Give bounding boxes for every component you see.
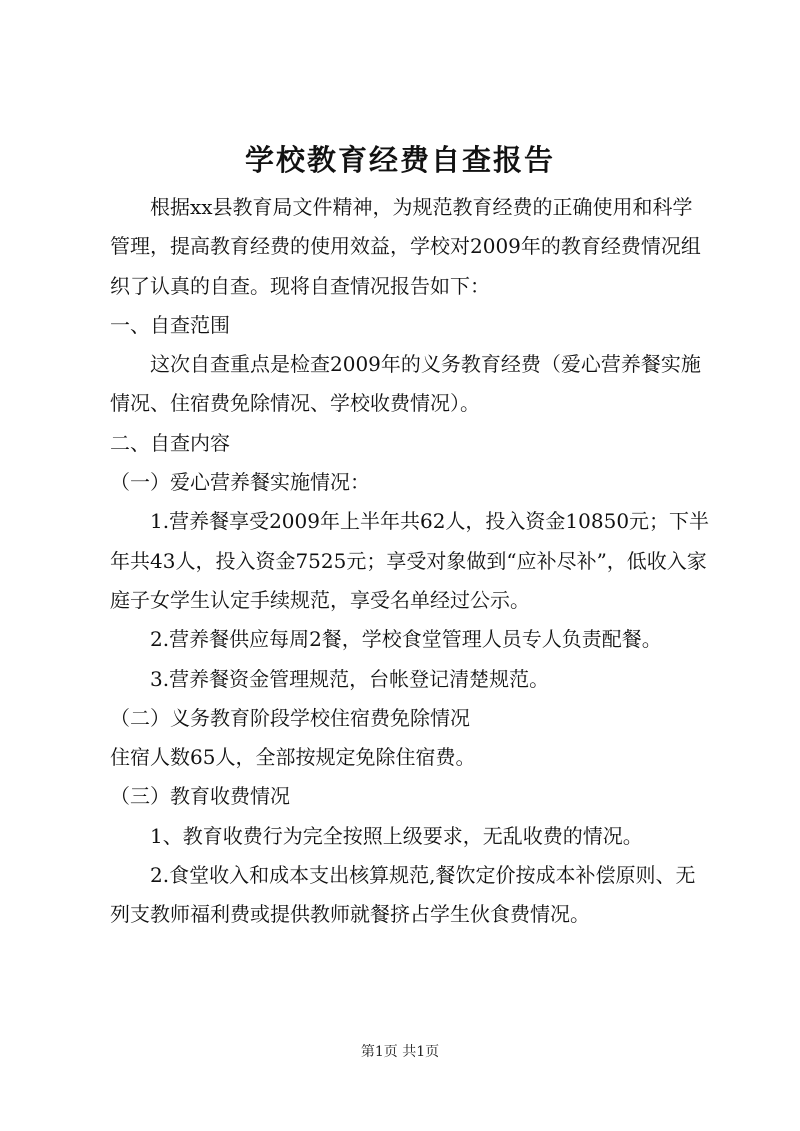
fees-item-1: 1、教育收费行为完全按照上级要求，无乱收费的情况。: [150, 823, 643, 848]
subsection-heading-meals: （一）爱心营养餐实施情况：: [110, 470, 370, 495]
fees-item-2: 2.食堂收入和成本支出核算规范,餐饮定价按成本补偿原则、无列支教师福利费或提供教师就餐挤占学生伙食费情况。: [110, 863, 696, 927]
intro-paragraph: 根据xx县教育局文件精神，为规范教育经费的正确使用和科学管理，提高教育经费的使用效益，学校对2009年的教育经费情况组织了认真的自查。现将自查情况报告如下：: [110, 195, 701, 298]
section-heading-content: 二、自查内容: [110, 430, 230, 455]
meals-item-3: 3.营养餐资金管理规范，台帐登记清楚规范。: [150, 666, 550, 691]
scope-paragraph: 这次自查重点是检查2009年的义务教育经费（爱心营养餐实施情况、住宿费免除情况、学校收费情况）。: [110, 352, 701, 416]
meals-item-2: 2.营养餐供应每周2餐，学校食堂管理人员专人负责配餐。: [150, 627, 662, 652]
section-heading-scope: 一、自查范围: [110, 312, 230, 337]
page-footer: 第1页 共1页: [360, 1044, 440, 1060]
accommodation-paragraph: 住宿人数65人，全部按规定免除住宿费。: [110, 745, 476, 770]
subsection-heading-fees: （三）教育收费情况: [110, 784, 290, 809]
meals-item-1: 1.营养餐享受2009年上半年共62人，投入资金10850元；下半年共43人，投入资金7525元；享受对象做到“应补尽补”，低收入家庭子女学生认定手续规范，享受名单经过公示。: [110, 509, 710, 612]
document-title: 学校教育经费自查报告: [244, 143, 555, 177]
subsection-heading-accommodation: （二）义务教育阶段学校住宿费免除情况: [110, 705, 470, 730]
document-body: [110, 188, 710, 935]
